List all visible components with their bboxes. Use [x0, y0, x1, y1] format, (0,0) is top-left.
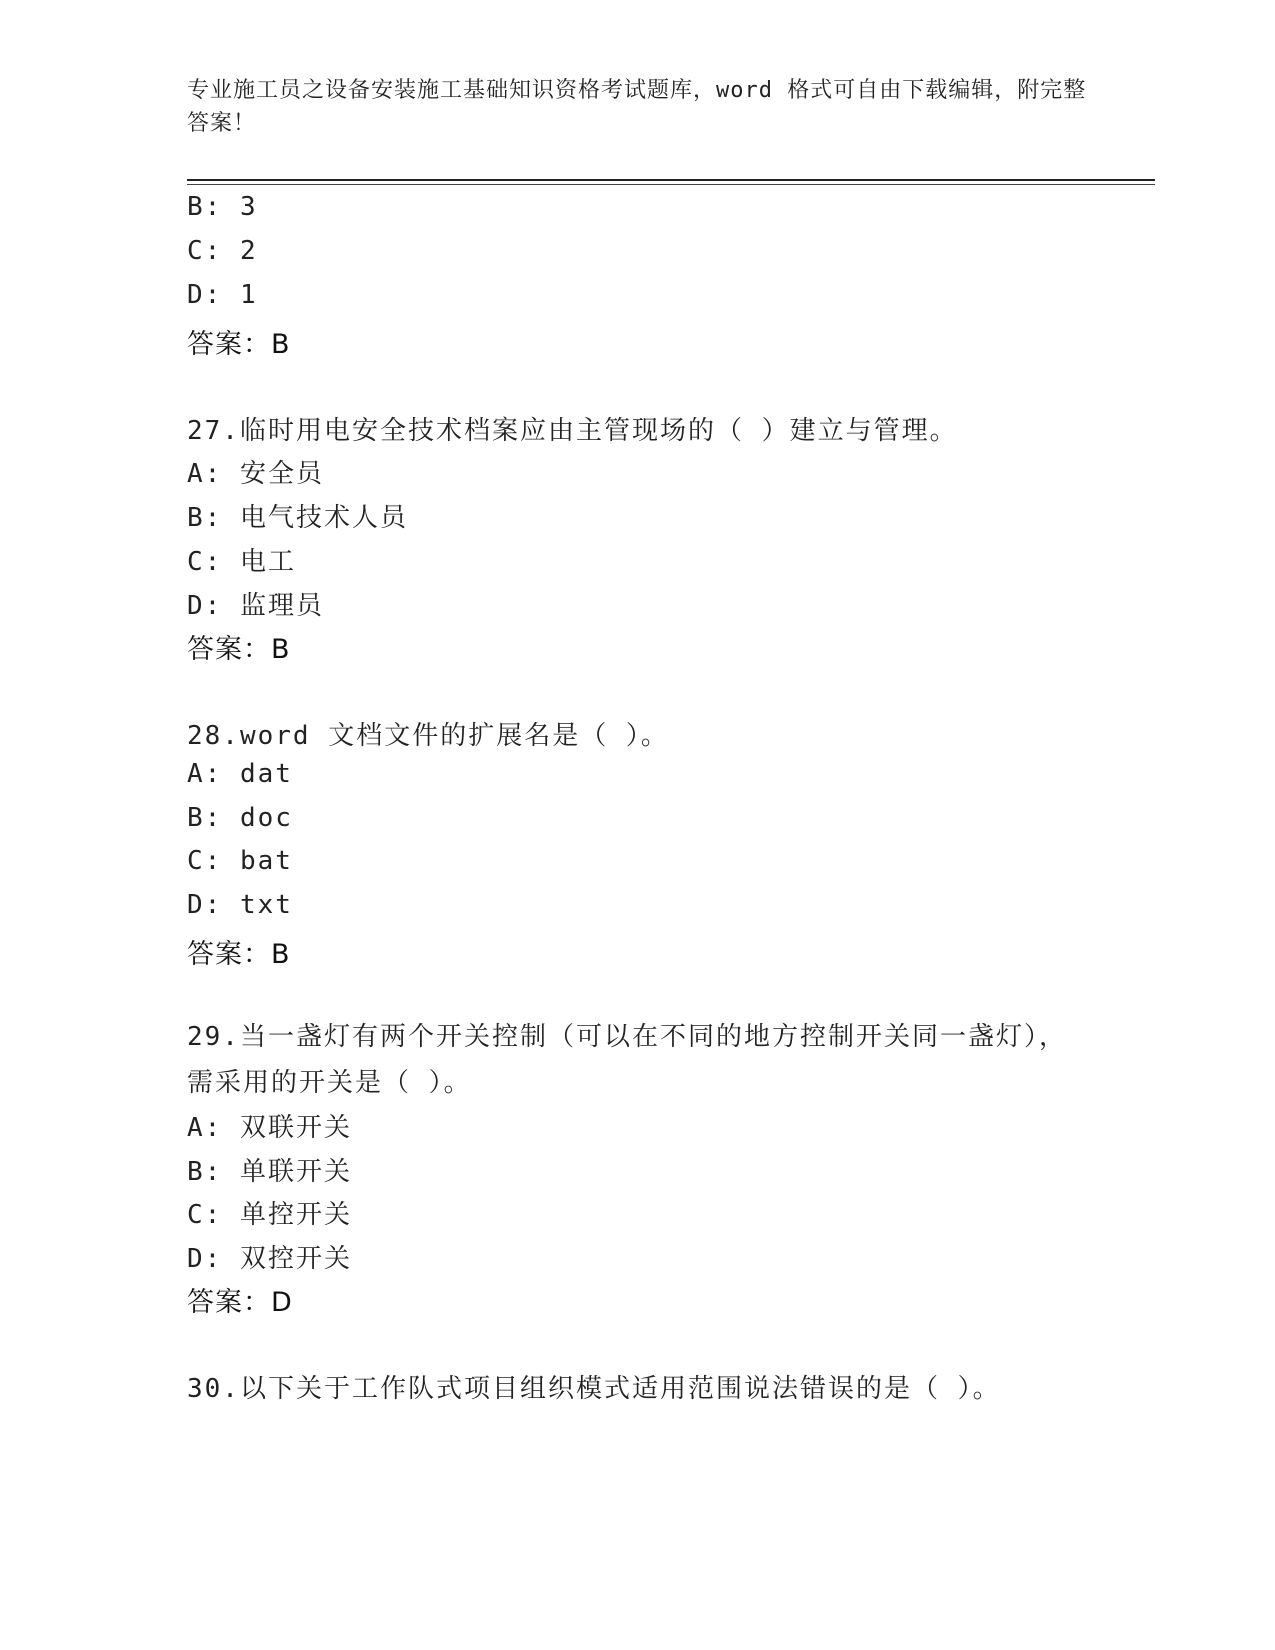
q27-option-d: D: 监理员 — [187, 591, 324, 621]
q29-option-c: C: 单控开关 — [187, 1200, 352, 1230]
q28-question: 28.word 文档文件的扩展名是（ ）。 — [187, 721, 669, 751]
q26-option-c: C: 2 — [187, 236, 258, 266]
q28-option-d: D: txt — [187, 890, 293, 920]
q26-answer: 答案：B — [187, 329, 291, 360]
q27-question: 27.临时用电安全技术档案应由主管现场的（ ）建立与管理。 — [187, 416, 958, 446]
q29-question: 29.当一盏灯有两个开关控制（可以在不同的地方控制开关同一盏灯），需采用的开关是（ ）。 — [187, 1022, 1067, 1098]
q27-option-a: A: 安全员 — [187, 459, 324, 489]
q29-option-a: A: 双联开关 — [187, 1113, 352, 1143]
document-header: 专业施工员之设备安装施工基础知识资格考试题库，word 格式可自由下载编辑，附完整答案！ — [187, 78, 1087, 136]
q28-option-c: C: bat — [187, 846, 293, 876]
q28-option-b: B: doc — [187, 803, 293, 833]
q28-answer: 答案：B — [187, 939, 291, 970]
header-rule-thin — [187, 184, 1155, 185]
q26-option-b: B: 3 — [187, 192, 258, 222]
q29-answer: 答案：D — [187, 1287, 293, 1318]
q27-option-c: C: 电工 — [187, 547, 296, 577]
q28-option-a: A: dat — [187, 759, 293, 789]
q27-option-b: B: 电气技术人员 — [187, 503, 408, 533]
header-rule-thick — [187, 179, 1155, 181]
q26-option-d: D: 1 — [187, 280, 258, 310]
q30-question: 30.以下关于工作队式项目组织模式适用范围说法错误的是（ ）。 — [187, 1374, 1001, 1404]
q27-answer: 答案：B — [187, 634, 291, 665]
q29-option-b: B: 单联开关 — [187, 1157, 352, 1187]
q29-option-d: D: 双控开关 — [187, 1244, 352, 1274]
